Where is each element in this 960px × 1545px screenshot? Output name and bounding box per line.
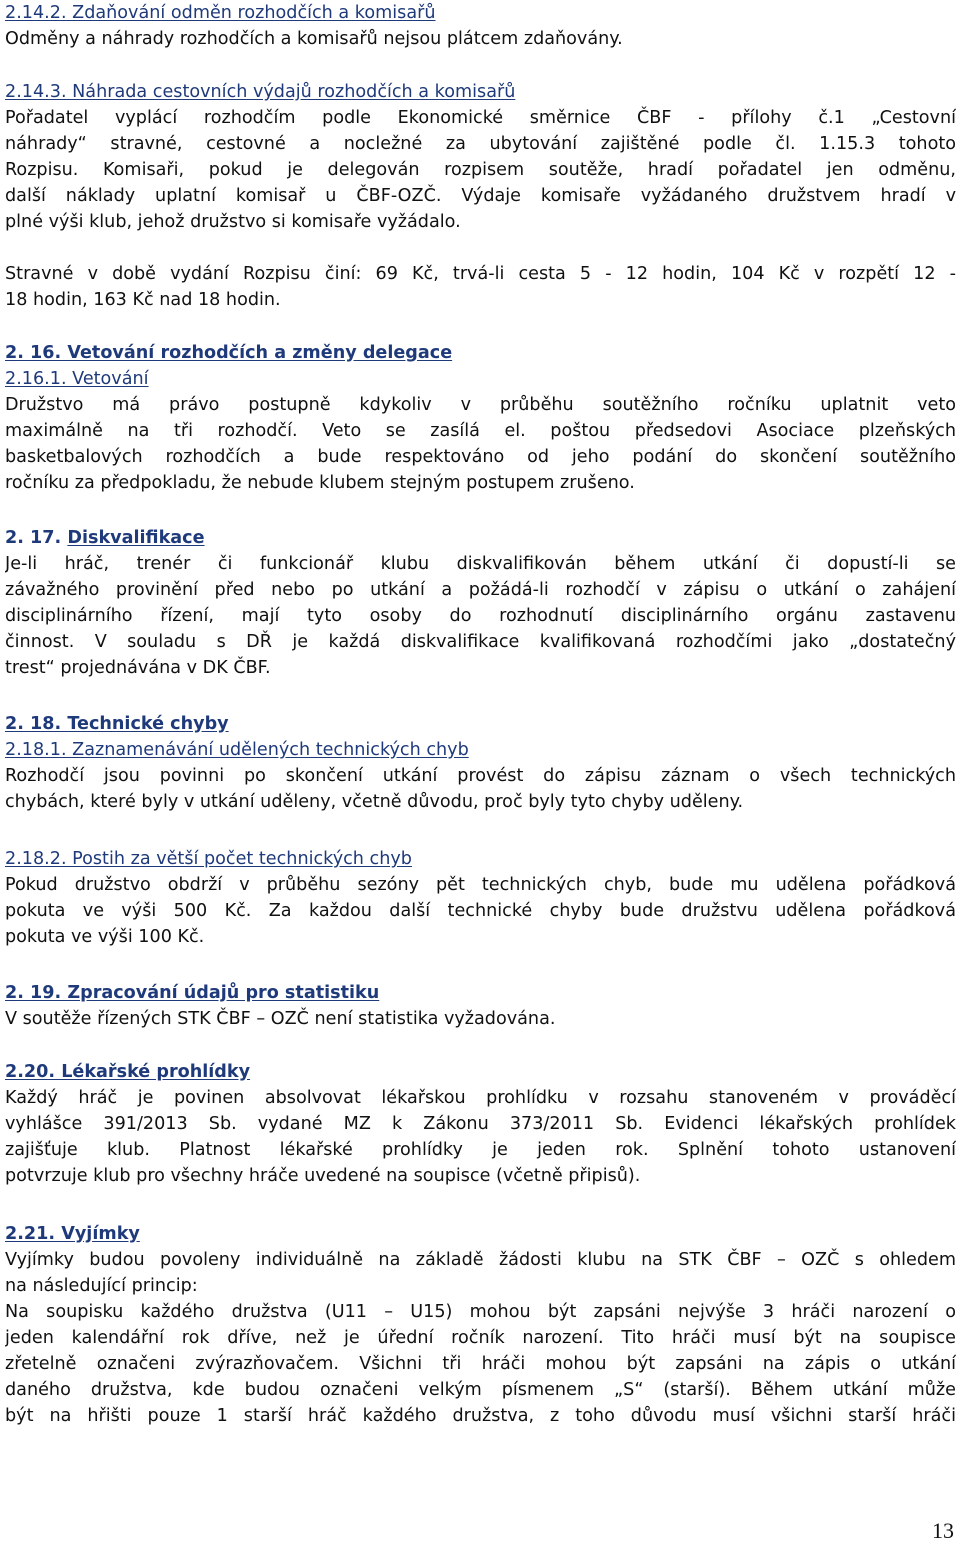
paragraph-line: závažného provinění před nebo po utkání a požádá-li rozhodčí v zápisu o utkání o zahájení: [5, 580, 956, 600]
paragraph-line: činnost. V souladu s DŘ je každá diskvalifikace kvalifikovaná rozhodčími jako „dostatečný: [5, 632, 956, 652]
paragraph-line: další náklady uplatní komisař u ČBF-OZČ. Výdaje komisaře vyžádaného družstvem hradí v: [5, 186, 956, 206]
section-number: 2. 17.: [5, 528, 68, 548]
paragraph-line: V soutěže řízených STK ČBF – OZČ není statistika vyžadována.: [5, 1009, 556, 1029]
paragraph-line: Pokud družstvo obdrží v průběhu sezóny pět technických chyb, bude mu udělena pořádková: [5, 875, 956, 895]
paragraph-line: náhrady“ stravné, cestovné a nocležné za ubytování zajištěné podle čl. 1.15.3 tohoto: [5, 134, 956, 154]
paragraph-line: disciplinárního řízení, mají tyto osoby do rozhodnutí disciplinárního orgánu zastavenu: [5, 606, 956, 626]
subsection-heading-2-16-1: 2.16.1. Vetování: [5, 369, 149, 389]
paragraph-line: basketbalových rozhodčích a bude respektováno od jeho podání do skončení soutěžního: [5, 447, 956, 467]
subsection-heading-2-18-2: 2.18.2. Postih za větší počet technických chyb: [5, 849, 412, 869]
paragraph-line: potvrzuje klub pro všechny hráče uvedené na soupisce (včetně připisů).: [5, 1166, 641, 1186]
paragraph-line: zajišťuje klub. Platnost lékařské prohlídky je jeden rok. Splnění tohoto ustanovení: [5, 1140, 956, 1160]
paragraph-line: Odměny a náhrady rozhodčích a komisařů nejsou plátcem zdaňovány.: [5, 29, 623, 49]
paragraph-line: chybách, které byly v utkání uděleny, včetně důvodu, proč byly tyto chyby uděleny.: [5, 792, 744, 812]
paragraph-line: na následující princip:: [5, 1276, 198, 1296]
section-heading-2-14-3: 2.14.3. Náhrada cestovních výdajů rozhodčích a komisařů: [5, 82, 516, 102]
paragraph-line: pokuta ve výši 500 Kč. Za každou další technické chyby bude družstvu udělena pořádková: [5, 901, 956, 921]
paragraph-line: 18 hodin, 163 Kč nad 18 hodin.: [5, 290, 281, 310]
page-number: 13: [932, 1518, 954, 1543]
section-heading-2-20: 2.20. Lékařské prohlídky: [5, 1062, 251, 1082]
section-heading-2-18: 2. 18. Technické chyby: [5, 714, 229, 734]
paragraph-line: být na hřišti pouze 1 starší hráč každého družstva, z toho důvodu musí všichni starší hráči: [5, 1406, 956, 1426]
paragraph-line: vyhlášce 391/2013 Sb. vydané MZ k Zákonu 373/2011 Sb. Evidenci lékařských prohlídek: [5, 1114, 956, 1134]
paragraph-line: plné výši klub, jehož družstvo si komisaře vyžádalo.: [5, 212, 461, 232]
paragraph-line: Vyjímky budou povoleny individuálně na základě žádosti klubu na STK ČBF – OZČ s ohledem: [5, 1250, 956, 1270]
paragraph-line: Každý hráč je povinen absolvovat lékařskou prohlídku v rozsahu stanoveném v prováděcí: [5, 1088, 956, 1108]
section-heading-2-17: [5, 525, 956, 551]
paragraph-line: daného družstva, kde budou označeni velkým písmenem „S“ (starší). Během utkání může: [5, 1380, 956, 1400]
paragraph-line: trest“ projednávána v DK ČBF.: [5, 658, 271, 678]
paragraph-line: ročníku za předpokladu, že nebude klubem stejným postupem zrušeno.: [5, 473, 635, 493]
section-heading-2-16: 2. 16. Vetování rozhodčích a změny delegace: [5, 343, 453, 363]
section-heading-2-14-2: 2.14.2. Zdaňování odměn rozhodčích a komisařů: [5, 3, 436, 23]
paragraph-line: Na soupisku každého družstva (U11 – U15) mohou být zapsáni nejvýše 3 hráči narození o: [5, 1302, 956, 1322]
paragraph-line: Rozpisu. Komisaři, pokud je delegován rozpisem soutěže, hradí pořadatel jen odměnu,: [5, 160, 956, 180]
paragraph-line: zřetelně označeni zvýrazňovačem. Všichni tři hráči mohou být zapsáni na zápis o utkání: [5, 1354, 956, 1374]
paragraph-line: Družstvo má právo postupně kdykoliv v průběhu soutěžního ročníku uplatnit veto: [5, 395, 956, 415]
paragraph-line: maximálně na tři rozhodčí. Veto se zasílá el. poštou předsedovi Asociace plzeňských: [5, 421, 956, 441]
subsection-heading-2-18-1: 2.18.1. Zaznamenávání udělených technických chyb: [5, 740, 469, 760]
section-title: Diskvalifikace: [67, 528, 205, 548]
paragraph-line: Rozhodčí jsou povinni po skončení utkání provést do zápisu záznam o všech technických: [5, 766, 956, 786]
paragraph-line: Je-li hráč, trenér či funkcionář klubu diskvalifikován během utkání či dopustí-li se: [5, 554, 956, 574]
paragraph-line: Stravné v době vydání Rozpisu činí: 69 Kč, trvá-li cesta 5 - 12 hodin, 104 Kč v rozpětí 12 -: [5, 264, 956, 284]
paragraph-line: Pořadatel vyplácí rozhodčím podle Ekonomické směrnice ČBF - přílohy č.1 „Cestovní: [5, 108, 956, 128]
paragraph-line: pokuta ve výši 100 Kč.: [5, 927, 205, 947]
paragraph-line: jeden kalendářní rok dříve, než je úřední ročník narození. Tito hráči musí být na soupisce: [5, 1328, 956, 1348]
section-heading-2-21: 2.21. Vyjímky: [5, 1224, 140, 1244]
section-heading-2-19: 2. 19. Zpracování údajů pro statistiku: [5, 983, 380, 1003]
